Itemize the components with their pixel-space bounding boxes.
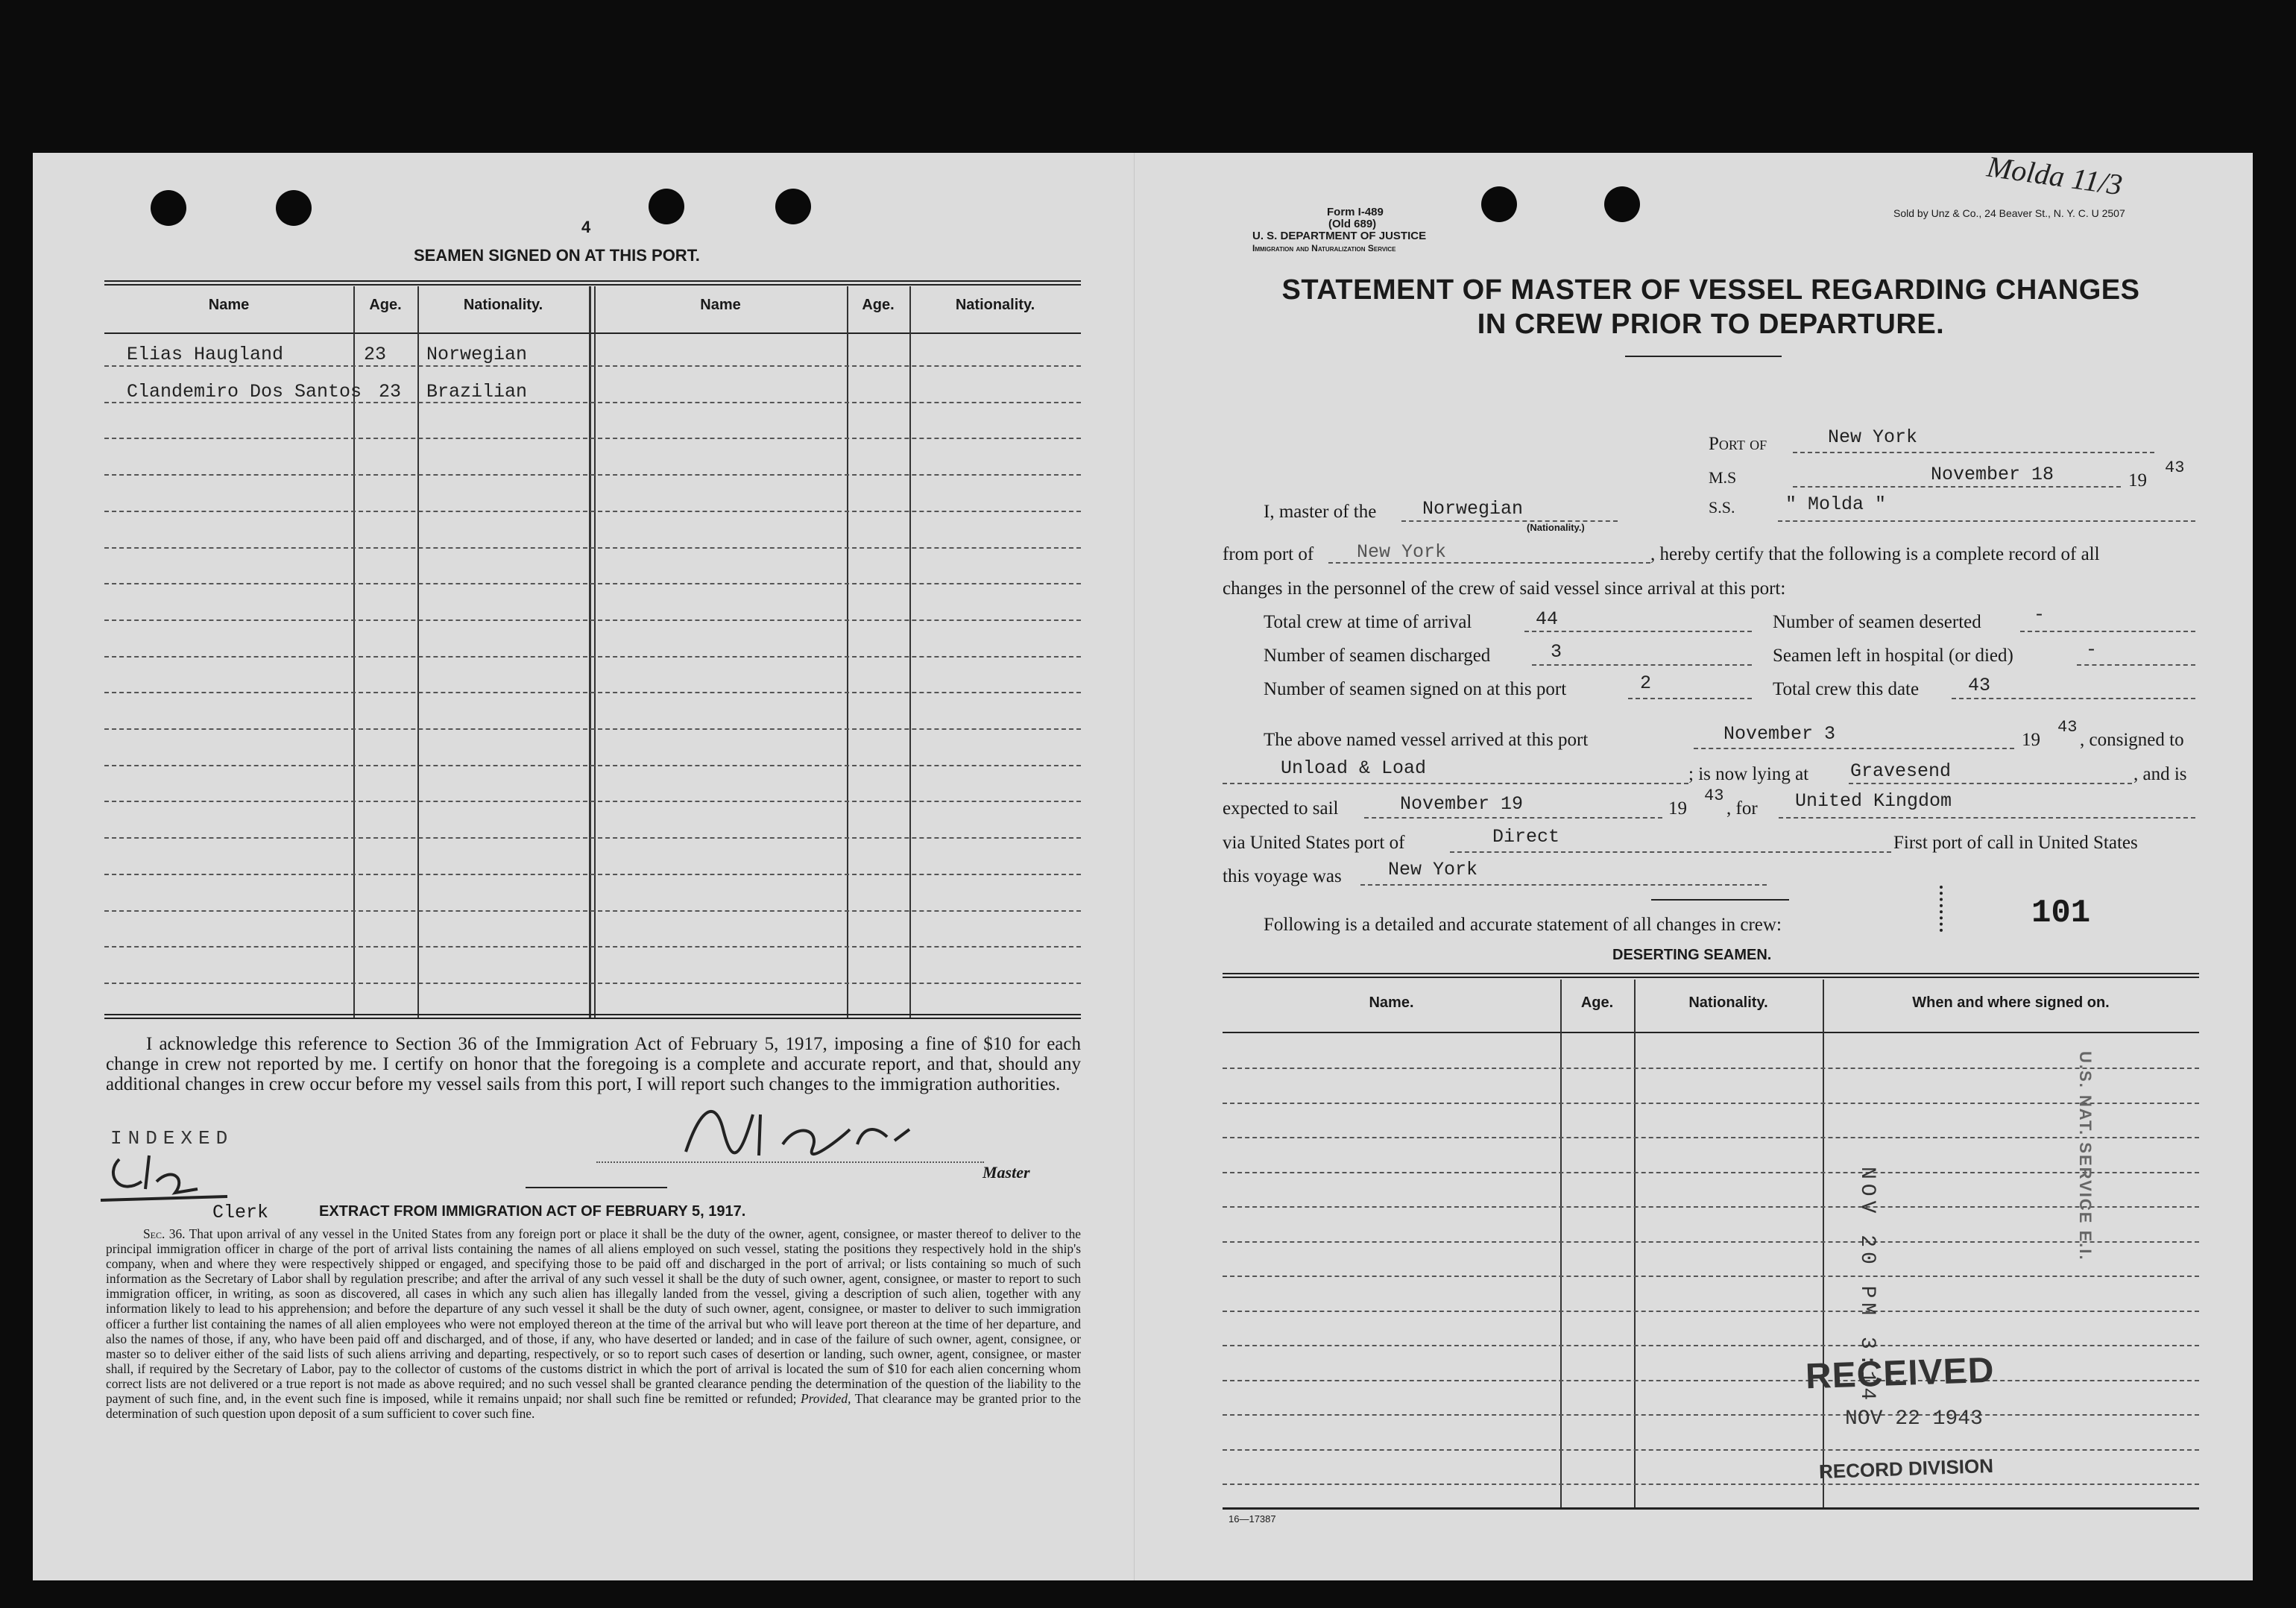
extract-tail: That clearance may be granted prior to the determination of such question upon deposit of a sum sufficient to cover such fine. (106, 1391, 1081, 1422)
deserted-value: - (2034, 604, 2046, 625)
total-crew-date-label: Total crew this date (1773, 679, 1920, 699)
received-date: NOV 22 1943 (1845, 1407, 1983, 1431)
column-header-nationality: Nationality. (1688, 994, 1768, 1011)
column-header-nationality: Nationality. (955, 297, 1035, 313)
seaman-age: 23 (364, 344, 387, 365)
discharged-value: 3 (1551, 641, 1562, 663)
table-row-line (104, 619, 1081, 621)
port-line (1793, 452, 2154, 453)
indexed-stamp: INDEXED (110, 1127, 234, 1150)
punch-hole (775, 189, 811, 224)
date-value: November 18 (1931, 464, 2054, 485)
form-title-line1: STATEMENT OF MASTER OF VESSEL REGARDING CHANGES (1281, 274, 2140, 306)
provided-label: Provided, (801, 1391, 851, 1407)
punch-hole (151, 190, 186, 226)
this-voyage-value: New York (1388, 859, 1478, 880)
extract-rule (526, 1187, 667, 1188)
punch-hole (1604, 186, 1640, 222)
table-row-line (104, 728, 1081, 730)
stamp-dots (1940, 886, 1943, 932)
table-header-rule (104, 332, 1081, 334)
year-prefix: 19 (1668, 798, 1687, 819)
section-title: SEAMEN SIGNED ON AT THIS PORT. (414, 246, 700, 265)
punch-hole (649, 189, 684, 224)
column-header-name: Name. (1369, 994, 1414, 1011)
vessel-name: " Molda " (1785, 494, 1887, 515)
form-number: Form I-489 (1327, 206, 1384, 218)
nationality-line (1401, 520, 1618, 522)
arrived-label: The above named vessel arrived at this port (1264, 730, 1589, 750)
acknowledgement-text: I acknowledge this reference to Section 36 of the Immigration Act of February 5, 1917, imposing a fine of $10 for each change in crew not reported by me. I certify on honor that the foregoing is a complete and accurate report, and that, should any additional changes in crew occur before my vessel sails from this port, I will report such changes to the immigration authorities. (106, 1034, 1081, 1094)
total-crew-arrival-label: Total crew at time of arrival (1264, 612, 1472, 632)
consigned-value: Unload & Load (1281, 757, 1427, 779)
table-row-line (104, 365, 1081, 367)
table-row-line (1223, 1068, 2199, 1069)
table-row-line (104, 692, 1081, 693)
table-row-line (1223, 1206, 2199, 1208)
form-title-line2: IN CREW PRIOR TO DEPARTURE. (1477, 309, 1945, 340)
deserting-title: DESERTING SEAMEN. (1612, 947, 1772, 963)
column-divider (589, 286, 591, 1018)
table-bottom-rule (104, 1014, 1081, 1019)
column-header-name: Name (208, 297, 250, 313)
column-header-nationality: Nationality. (463, 297, 543, 313)
seaman-age: 23 (379, 381, 402, 403)
punch-hole (276, 190, 312, 226)
seaman-nationality: Brazilian (426, 381, 528, 403)
column-divider (594, 286, 596, 1018)
changes-text: changes in the personnel of the crew of said vessel since arrival at this port: (1223, 578, 1786, 599)
hospital-value: - (2086, 639, 2098, 660)
lying-value: Gravesend (1850, 760, 1952, 782)
table-header-rule (1223, 1032, 2199, 1033)
hospital-label: Seamen left in hospital (or died) (1773, 646, 2013, 666)
table-row-line (104, 874, 1081, 875)
table-row-line (104, 801, 1081, 802)
field-line (1364, 817, 1662, 819)
table-bottom-rule (1223, 1507, 2199, 1510)
via-value: Direct (1492, 826, 1560, 848)
first-port-label: First port of call in United States (1893, 833, 2138, 853)
service-stamp: U.S. NAT. SERVICE E.I. (2076, 1051, 2095, 1261)
column-divider (1823, 980, 1824, 1509)
table-row-line (1223, 1311, 2199, 1312)
section-label: Sec. 36. (143, 1226, 186, 1241)
total-crew-arrival-value: 44 (1536, 608, 1559, 630)
total-crew-date-value: 43 (1968, 675, 1991, 696)
date-line (1793, 486, 2121, 488)
for-value: United Kingdom (1795, 790, 1952, 812)
nationality-value: Norwegian (1422, 498, 1524, 520)
column-header-age: Age. (369, 297, 402, 313)
ss-label: S.S. (1709, 498, 1735, 517)
expected-label: expected to sail (1223, 798, 1339, 819)
table-row-line (104, 438, 1081, 439)
certify-text: , hereby certify that the following is a complete record of all (1650, 544, 2100, 564)
form-old-number: (Old 689) (1328, 218, 1377, 230)
punch-hole (1481, 186, 1517, 222)
for-label: , for (1726, 798, 1758, 819)
table-row-line (104, 583, 1081, 584)
field-line (1849, 783, 2132, 784)
table-row-line (104, 910, 1081, 912)
field-line (1360, 884, 1767, 886)
signed-on-label: Number of seamen signed on at this port (1264, 679, 1567, 699)
seaman-name: Elias Haugland (127, 344, 284, 365)
column-header-age: Age. (862, 297, 895, 313)
clerk-initials (97, 1137, 231, 1204)
sail-date: November 19 (1400, 793, 1524, 815)
clerk-label: Clerk (212, 1202, 269, 1223)
from-port-label: from port of (1223, 544, 1314, 564)
table-row-line (1223, 1137, 2199, 1138)
table-row-line (1223, 1449, 2199, 1451)
handwritten-note: Molda 11/3 (1984, 149, 2125, 202)
column-header-name: Name (700, 297, 741, 313)
field-line (1450, 851, 1891, 853)
arrived-year: 43 (2057, 718, 2078, 737)
section-rule (1651, 899, 1789, 901)
year-value: 43 (2165, 458, 2185, 477)
this-voyage-label: this voyage was (1223, 866, 1342, 886)
column-divider (909, 286, 911, 1018)
field-line (1779, 817, 2195, 819)
table-top-rule (1223, 973, 2199, 978)
table-row-line (104, 511, 1081, 512)
column-divider (847, 286, 848, 1018)
from-port-value: New York (1357, 541, 1447, 563)
field-line (2077, 664, 2195, 666)
signed-on-value: 2 (1640, 672, 1652, 694)
table-row-line (1223, 1172, 2199, 1173)
table-row-line (104, 547, 1081, 549)
and-is-label: , and is (2133, 764, 2187, 784)
master-label: Master (983, 1163, 1030, 1182)
table-row-line (1223, 1241, 2199, 1243)
column-header-signed-on: When and where signed on. (1912, 994, 2110, 1011)
via-label: via United States port of (1223, 833, 1405, 853)
extract-title: EXTRACT FROM IMMIGRATION ACT OF FEBRUARY 5, 1917. (319, 1203, 746, 1220)
following-label: Following is a detailed and accurate statement of all changes in crew: (1264, 915, 1782, 935)
column-divider (417, 286, 419, 1018)
service: Immigration and Naturalization Service (1252, 243, 1396, 253)
table-row-line (1223, 1276, 2199, 1277)
table-row-line (1223, 1484, 2199, 1485)
table-row-line (104, 983, 1081, 984)
table-row-line (1223, 1103, 2199, 1104)
field-line (1952, 698, 2195, 699)
master-signature (671, 1085, 954, 1174)
nationality-caption: (Nationality.) (1527, 522, 1585, 533)
field-line (1628, 698, 1752, 699)
extract-body: That upon arrival of any vessel in the United States from any foreign port or place it shall be the duty of the owner, agent, consignee, or master thereof to deliver to the principal immigration officer in charge of the port of arrival lists containing the names of all aliens employed on such vessel, stating the positions they respectively hold in the ship's company, when and where they were respectively shipped or engaged, and specifying those to be paid off and discharged in the port of arrival; or lists containing so much of such information as the Secretary of Labor shall by regulation prescribe; and after the arrival of any such vessel it shall be the duty of such owner, agent, consignee, or master to report to such immigration officer, in writing, as soon as discovered, all cases in which any such alien has illegally landed from the vessel, giving a description of such alien, together with any information likely to lead to his apprehension; and before the departure of any such vessel it shall be the duty of such owner, agent, consignee, or master to deliver to such immigration officer a further list containing the names of all alien employees who were not employed thereon at the time of the arrival but who will leave port thereon at the time of her departure, and also the names of those, if any, who have been paid off and discharged, and of those, if any, who have deserted or landed; and in case of the failure of such owner, agent, consignee, or master so to deliver either of the said lists of such aliens arriving and departing, respectively, or so to report such cases of desertion or landing, such owner, agent, consignee, or master shall, if required by the Secretary of Labor, pay to the collector of customs of the customs district in which the port of arrival is located the sum of $10 for each alien concerning whom correct lists are not delivered or a true report is not made as above required; and no such vessel shall be granted clearance pending the determination of the question of the liability to the payment of such fine, and, in the event such fine is imposed, while it remains unpaid; nor shall such fine be remitted or refunded; (106, 1226, 1081, 1407)
year-prefix: 19 (2128, 470, 2147, 491)
deserted-label: Number of seamen deserted (1773, 612, 1981, 632)
port-value: New York (1828, 426, 1918, 448)
ms-label: M.S (1709, 468, 1737, 487)
port-label: Port of (1709, 434, 1767, 454)
page-number: 4 (581, 218, 591, 236)
field-line (1694, 748, 2014, 749)
field-line (1532, 664, 1752, 666)
extract-text (106, 1226, 1081, 1421)
master-of-the-label: I, master of the (1264, 502, 1377, 522)
received-stamp: RECEIVED (1805, 1350, 1996, 1397)
consigned-label: , consigned to (2080, 730, 2184, 750)
sail-year: 43 (1704, 786, 1724, 805)
date-time-stamp: NOV 20 PM 3:14 (1855, 1167, 1879, 1405)
seaman-nationality: Norwegian (426, 344, 528, 365)
form-code: 16—17387 (1229, 1513, 1276, 1525)
field-line (2020, 631, 2195, 632)
arrived-date: November 3 (1723, 723, 1836, 745)
stamp-number: 101 (2031, 895, 2091, 932)
table-top-rule (104, 280, 1081, 286)
table-row-line (104, 837, 1081, 839)
table-row-line (1223, 1414, 2199, 1416)
table-row-line (104, 765, 1081, 766)
column-divider (1634, 980, 1636, 1509)
signature-line (596, 1161, 984, 1163)
field-line (1524, 631, 1752, 632)
department: U. S. DEPARTMENT OF JUSTICE (1252, 230, 1427, 242)
table-row-line (104, 656, 1081, 658)
table-row-line (104, 946, 1081, 948)
field-line (1223, 783, 1688, 784)
seaman-name: Clandemiro Dos Santos (127, 381, 362, 403)
lying-label: ; is now lying at (1688, 764, 1809, 784)
table-row-line (104, 474, 1081, 476)
title-rule (1625, 356, 1782, 357)
table-row-line (1223, 1345, 2199, 1346)
vessel-line (1778, 520, 2195, 522)
year-prefix: 19 (2022, 730, 2040, 750)
column-header-age: Age. (1580, 994, 1614, 1011)
seller-imprint: Sold by Unz & Co., 24 Beaver St., N. Y. C. U 2507 (1893, 207, 2125, 219)
record-division-stamp: RECORD DIVISION (1818, 1454, 1994, 1484)
discharged-label: Number of seamen discharged (1264, 646, 1491, 666)
column-divider (1560, 980, 1562, 1509)
table-row-line (1223, 1380, 2199, 1381)
